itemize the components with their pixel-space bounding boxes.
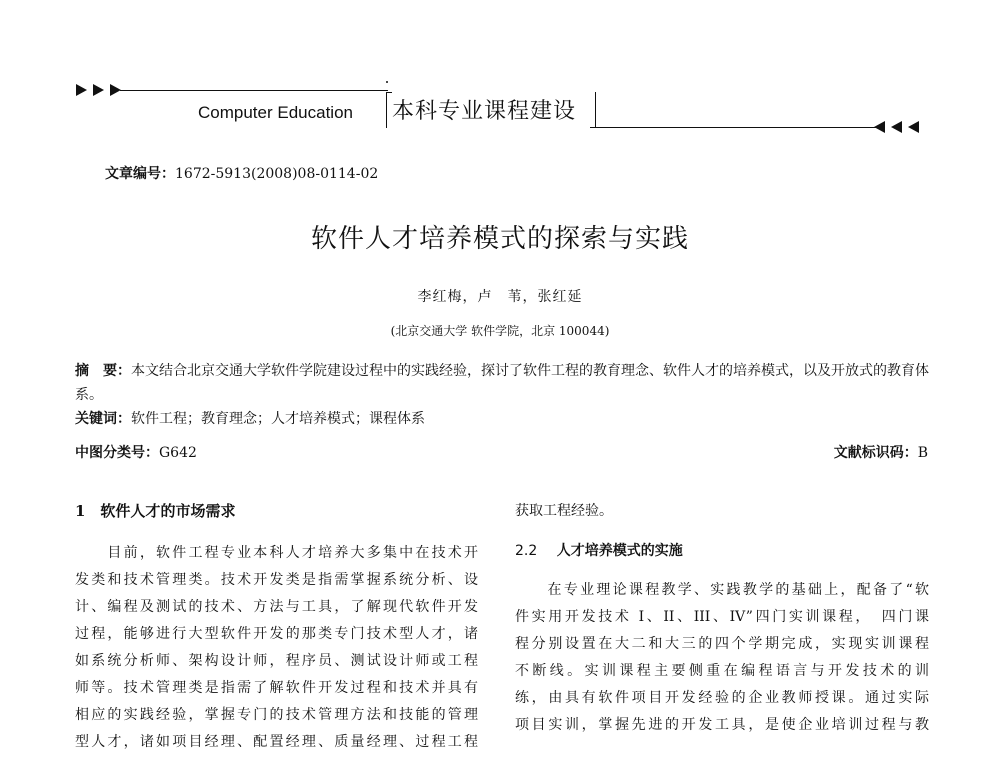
section-1-heading: 1 软件人才的市场需求 [75, 502, 236, 520]
keywords-label: 关键词： [75, 411, 131, 427]
article-number-value: 1672-5913(2008)08-0114-02 [175, 166, 379, 182]
section-2-2-title: 人才培养模式的实施 [556, 543, 683, 559]
document-code-label: 文献标识码： [833, 445, 918, 461]
body-line: 型人才，诸如项目经理、配置经理、质量经理、过程工程 [75, 734, 478, 750]
header-bottom-rule [594, 127, 878, 128]
body-line: 如系统分析师、架构设计师，程序员、测试设计师或工程 [75, 653, 478, 669]
abstract-label: 摘 要： [75, 363, 131, 379]
section-1-body [75, 540, 478, 756]
section-2-2-number: 2.2 [515, 543, 538, 559]
header-dot [386, 81, 388, 83]
article-number-label: 文章编号： [105, 166, 175, 182]
body-line: 相应的实践经验，掌握专门的技术管理方法和技能的管理 [75, 707, 478, 723]
header-left-arrow-2 [93, 84, 104, 96]
body-line: 项目实训，掌握先进的开发工具，是使企业培训过程与教 [515, 717, 929, 733]
abstract-block [75, 359, 933, 431]
body-line: 过程，能够进行大型软件开发的那类专门技术型人才，诸 [75, 626, 478, 642]
keywords [75, 407, 933, 431]
section-name-cn: 本科专业课程建设 [392, 99, 577, 124]
keywords-text: 软件工程；教育理念；人才培养模式；课程体系 [131, 411, 425, 427]
journal-name-en: Computer Education [198, 103, 353, 122]
body-line: 练，由具有软件项目开发经验的企业教师授课。通过实际 [515, 690, 929, 706]
header-right-arrow-3 [908, 121, 919, 133]
section-2-2-body [515, 577, 929, 739]
paper-title: 软件人才培养模式的探索与实践 [310, 224, 689, 254]
paper-affiliation: (北京交通大学 软件学院，北京 100044) [390, 324, 610, 338]
header-top-rule [120, 90, 388, 91]
abstract-text: 本文结合北京交通大学软件学院建设过程中的实践经验，探讨了软件工程的教育理念、软件人才的培养模式，以及开放式的教育体系。 [75, 363, 929, 403]
body-line: 程分别设置在大二和大三的四个学期完成，实现实训课程 [515, 636, 929, 652]
header-right-arrow-2 [891, 121, 902, 133]
header-right-arrow-1 [874, 121, 885, 133]
clc-label: 中图分类号： [75, 445, 159, 461]
body-line: 在专业理论课程教学、实践教学的基础上，配备了“软 [515, 582, 929, 598]
right-column-first-line: 获取工程经验。 [515, 503, 613, 519]
document-code [834, 442, 928, 462]
clc-value: G642 [159, 445, 197, 461]
body-line: 计、编程及测试的技术、方法与工具，了解现代软件开发 [75, 599, 478, 615]
body-line: 件实用开发技术 I、II、III、IV”四门实训课程， 四门课 [515, 609, 929, 625]
body-line: 师等。技术管理类是指需了解软件开发过程和技术并具有 [75, 680, 478, 696]
article-number [105, 163, 378, 183]
section-2-2-heading [515, 540, 683, 560]
document-code-value: B [917, 445, 928, 461]
clc-number [75, 442, 197, 462]
body-line: 发类和技术管理类。技术开发类是指需掌握系统分析、设 [75, 572, 478, 588]
abstract [75, 359, 933, 407]
header-left-arrow-1 [76, 84, 87, 96]
paper-authors: 李红梅，卢 苇，张红延 [417, 289, 583, 305]
body-line: 目前，软件工程专业本科人才培养大多集中在技术开 [75, 545, 478, 561]
body-line: 不断线。实训课程主要侧重在编程语言与开发技术的训 [515, 663, 929, 679]
